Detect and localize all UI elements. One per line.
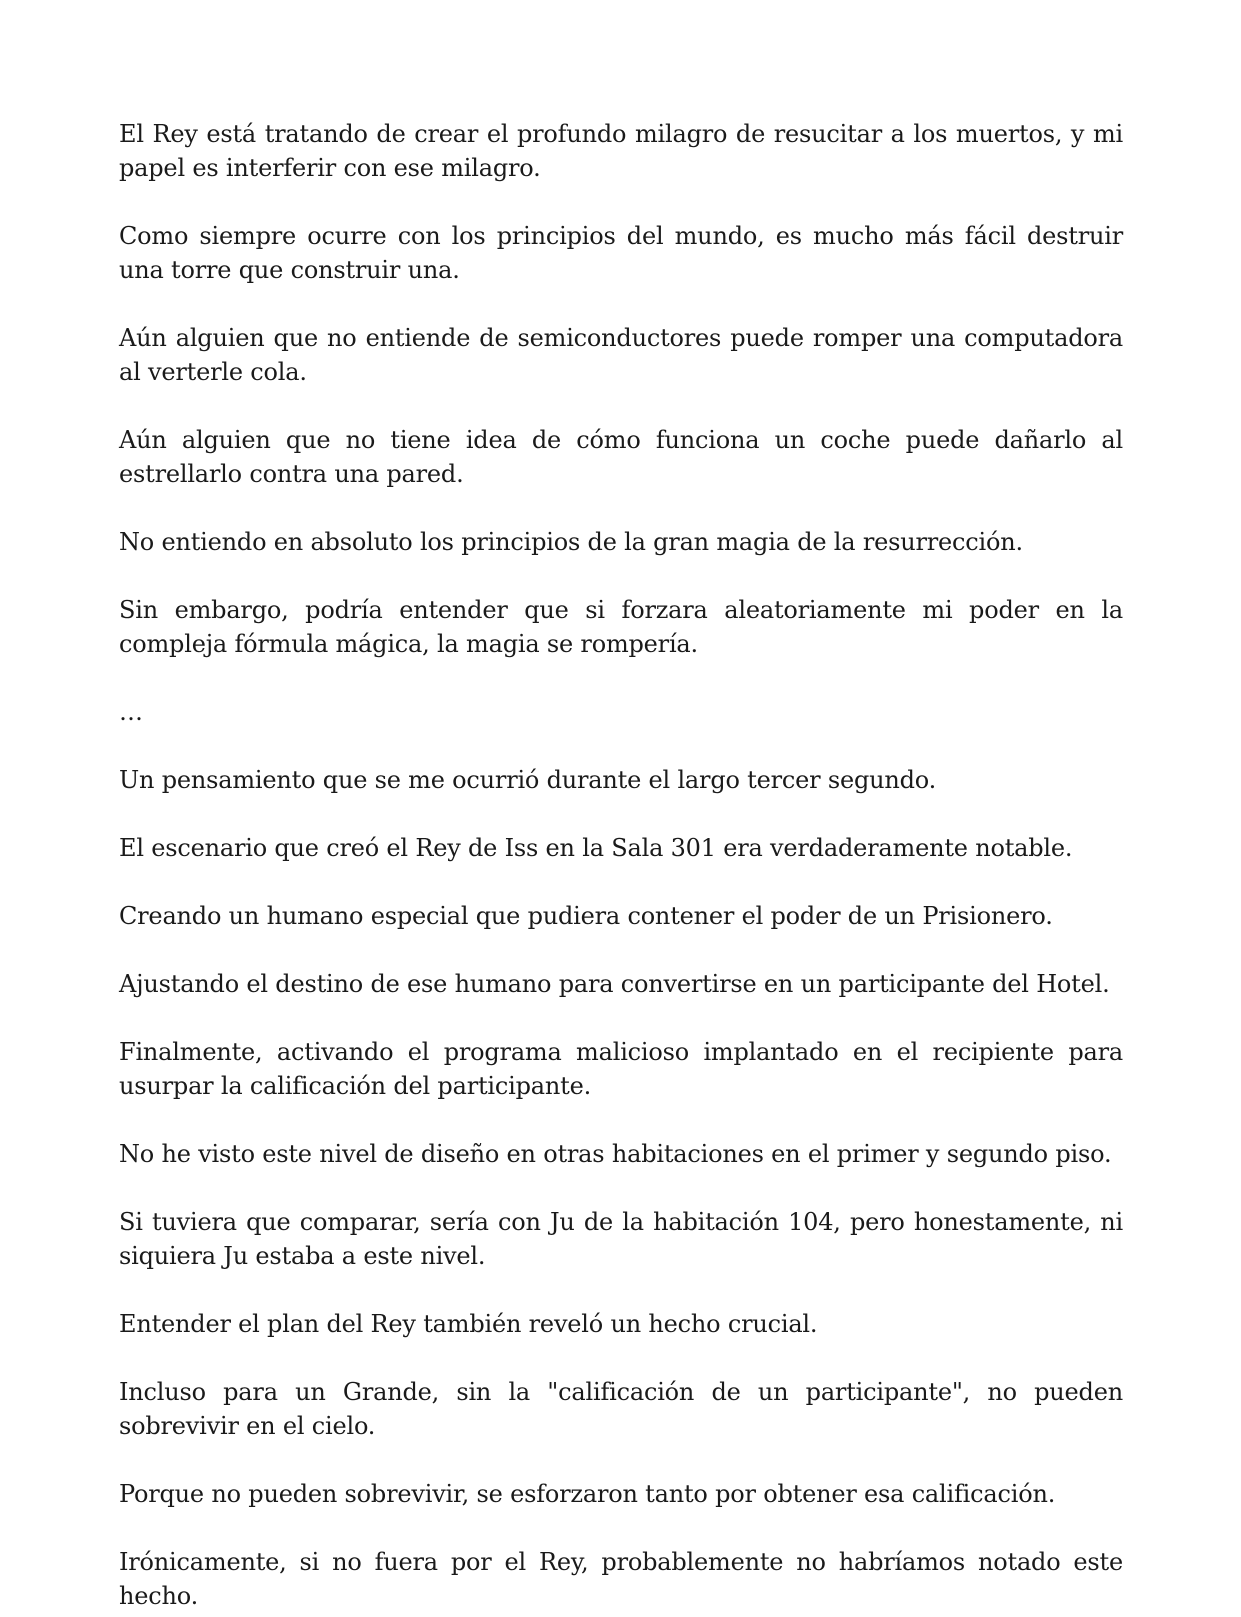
paragraph: El escenario que creó el Rey de Iss en la Sala 301 era verdaderamente notable. — [119, 834, 1073, 862]
paragraph: Incluso para un Grande, sin la "calificación de un participante", no pueden sobrevivir en el cielo. — [119, 1378, 1123, 1440]
paragraph: Entender el plan del Rey también reveló un hecho crucial. — [119, 1310, 818, 1338]
paragraph: Aún alguien que no entiende de semiconductores puede romper una computadora al verterle cola. — [119, 324, 1123, 386]
paragraph: Irónicamente, si no fuera por el Rey, probablemente no habríamos notado este hecho. — [119, 1548, 1123, 1610]
paragraph: Aún alguien que no tiene idea de cómo funciona un coche puede dañarlo al estrellarlo contra una pared. — [119, 426, 1123, 488]
paragraph: Creando un humano especial que pudiera contener el poder de un Prisionero. — [119, 902, 1053, 930]
ellipsis-separator: … — [119, 698, 143, 726]
paragraph: Un pensamiento que se me ocurrió durante el largo tercer segundo. — [119, 766, 937, 794]
paragraph: Finalmente, activando el programa malicioso implantado en el recipiente para usurpar la calificación del participante. — [119, 1038, 1123, 1100]
paragraph: No he visto este nivel de diseño en otras habitaciones en el primer y segundo piso. — [119, 1140, 1112, 1168]
paragraph: Sin embargo, podría entender que si forzara aleatoriamente mi poder en la compleja fórmula mágica, la magia se rompería. — [119, 596, 1123, 658]
paragraph: Porque no pueden sobrevivir, se esforzaron tanto por obtener esa calificación. — [119, 1480, 1056, 1508]
document-body — [119, 117, 1123, 1617]
paragraph: Si tuviera que comparar, sería con Ju de la habitación 104, pero honestamente, ni siquiera Ju estaba a este nivel. — [119, 1208, 1123, 1270]
paragraph: Como siempre ocurre con los principios del mundo, es mucho más fácil destruir una torre que construir una. — [119, 222, 1123, 284]
paragraph: El Rey está tratando de crear el profundo milagro de resucitar a los muertos, y mi papel es interferir con ese milagro. — [119, 120, 1123, 182]
paragraph: No entiendo en absoluto los principios de la gran magia de la resurrección. — [119, 528, 1023, 556]
paragraph: Ajustando el destino de ese humano para convertirse en un participante del Hotel. — [119, 970, 1110, 998]
